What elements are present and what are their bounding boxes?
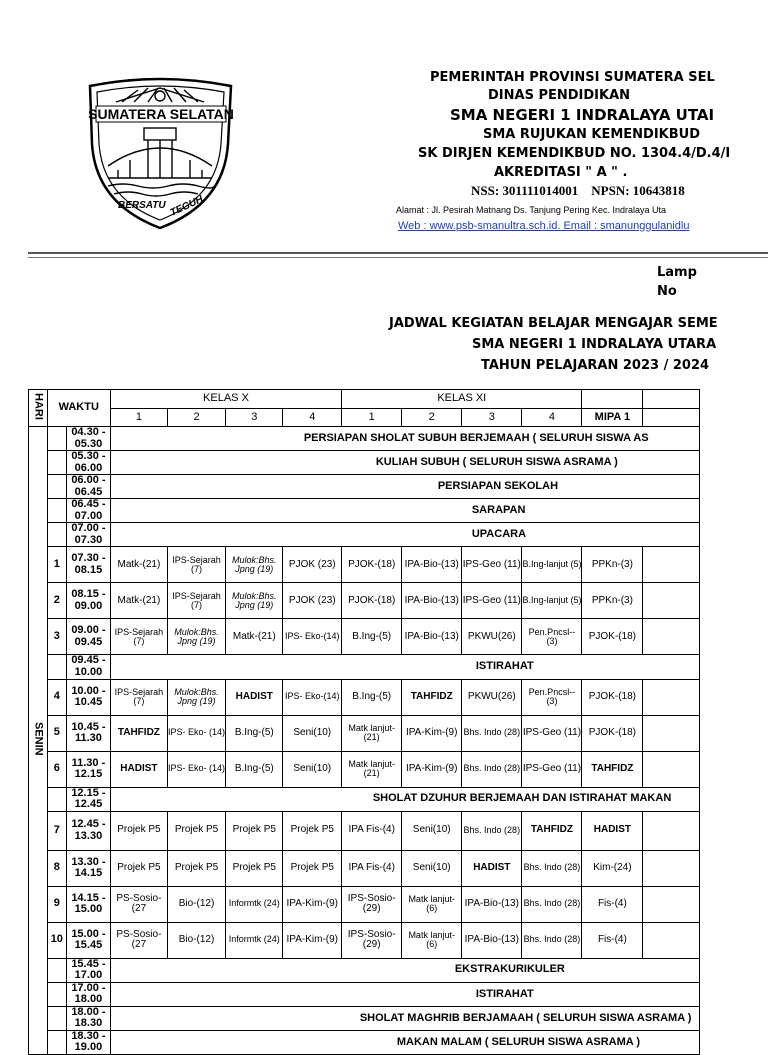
subject-cell: Kim-(24) (582, 850, 643, 886)
subject-cell: IPS-Geo (11) (462, 583, 522, 619)
subject-cell: IPS-Sejarah (7) (167, 583, 225, 619)
subject-cell: IPA-Bio-(13) (462, 922, 522, 958)
activity-text: UPACARA (471, 528, 527, 541)
activity-label (110, 1006, 699, 1030)
time-slot: 06.00 - 06.45 (67, 475, 111, 499)
activity-label (110, 523, 699, 547)
activity-row (29, 982, 700, 1006)
header-rujukan: SMA RUJUKAN KEMENDIKBUD (483, 127, 700, 142)
period-number: 2 (47, 583, 66, 619)
period-number (47, 787, 66, 811)
subject-cell: PKWU(26) (462, 619, 522, 655)
activity-text: SHOLAT MAGHRIB BERJAMAAH ( SELURUH SISWA ASRAMA ) (359, 1011, 692, 1024)
activity-label (110, 1030, 699, 1054)
activity-text: SHOLAT DZUHUR BERJEMAAH DAN ISTIRAHAT MAKAN (372, 792, 672, 805)
subject-cell: IPS-Geo (11) (462, 547, 522, 583)
subject-cell: Projek P5 (226, 850, 283, 886)
lesson-row (29, 922, 700, 958)
subject-cell: PJOK-(18) (582, 679, 643, 715)
kelas-xi-header: KELAS XI (342, 390, 582, 409)
subject-cell: Matk lanjut- (21) (342, 751, 402, 787)
header-department: DINAS PENDIDIKAN (488, 88, 631, 103)
header-nss-npsn: NSS: 301111014001 NPSN: 10643818 (471, 183, 685, 198)
period-number (47, 1030, 66, 1054)
subject-cell: Bhs. Indo (28) (522, 922, 582, 958)
subject-cell: Bhs. Indo (28) (462, 811, 522, 850)
activity-text: SARAPAN (471, 504, 526, 517)
time-slot: 10.45 - 11.30 (67, 715, 111, 751)
header-school-name: SMA NEGERI 1 INDRALAYA UTAI (450, 106, 715, 124)
activity-text: PERSIAPAN SHOLAT SUBUH BERJEMAAH ( SELURUH SISWA AS (303, 431, 649, 444)
activity-label (110, 982, 699, 1006)
lesson-row (29, 886, 700, 922)
activity-label (110, 655, 699, 679)
activity-row (29, 655, 700, 679)
subject-cell: HADIST (582, 811, 643, 850)
hari-header: HARI (29, 390, 48, 427)
subject-cell: B.Ing-(5) (226, 715, 283, 751)
period-number: 5 (47, 715, 66, 751)
day-label: SENIN (32, 721, 45, 756)
lesson-row (29, 811, 700, 850)
period-number (47, 958, 66, 982)
subject-cell: Seni(10) (402, 811, 462, 850)
lesson-row (29, 547, 700, 583)
subject-cell: Informtk (24) (226, 886, 283, 922)
subject-cell: IPA-Kim-(9) (283, 922, 342, 958)
subject-cell: B.Ing-lanjut (5) (522, 547, 582, 583)
subject-cell: IPS-Sejarah (7) (110, 619, 167, 655)
nomor-label: No (657, 284, 677, 299)
time-slot: 07.30 - 08.15 (67, 547, 111, 583)
subject-cell-empty (643, 547, 700, 583)
activity-label (110, 475, 699, 499)
subject-cell: PS-Sosio-(27 (110, 886, 167, 922)
period-number (47, 655, 66, 679)
subject-cell: Mulok:Bhs. Jpng (19) (226, 547, 283, 583)
schedule-body (29, 427, 700, 1055)
subject-cell: Seni(10) (402, 850, 462, 886)
subject-cell: Projek P5 (283, 811, 342, 850)
subject-cell-empty (643, 679, 700, 715)
letterhead-divider (28, 252, 768, 254)
subject-cell: IPS-Sosio-(29) (342, 922, 402, 958)
subject-cell: Bio-(12) (167, 886, 225, 922)
period-number (47, 982, 66, 1006)
subject-cell: PJOK-(18) (342, 583, 402, 619)
day-label-cell (29, 427, 48, 1055)
col-x-1: 1 (110, 409, 167, 427)
period-number: 4 (47, 679, 66, 715)
activity-row (29, 523, 700, 547)
subject-cell: Informtk (24) (226, 922, 283, 958)
subject-cell: Seni(10) (283, 715, 342, 751)
activity-label (110, 427, 699, 451)
subject-cell-empty (643, 583, 700, 619)
activity-row (29, 475, 700, 499)
period-number (47, 1006, 66, 1030)
time-slot: 12.45 - 13.30 (67, 811, 111, 850)
subject-cell: PPKn-(3) (582, 547, 643, 583)
period-number (47, 499, 66, 523)
period-number: 7 (47, 811, 66, 850)
schedule-year: TAHUN PELAJARAN 2023 / 2024 (481, 358, 710, 373)
time-slot: 18.30 - 19.00 (67, 1030, 111, 1054)
period-number (47, 427, 66, 451)
time-slot: 14.15 - 15.00 (67, 886, 111, 922)
subject-cell: IPA-Bio-(13) (462, 886, 522, 922)
kelas-x-header: KELAS X (110, 390, 341, 409)
subject-cell: B.Ing-(5) (342, 619, 402, 655)
lesson-row (29, 679, 700, 715)
subject-cell: IPS- Eko-(14) (283, 619, 342, 655)
time-slot: 18.00 - 18.30 (67, 1006, 111, 1030)
subject-cell: IPA Fis-(4) (342, 811, 402, 850)
subject-cell: B.Ing-lanjut (5) (522, 583, 582, 619)
subject-cell-empty (643, 922, 700, 958)
subject-cell: TAHFIDZ (110, 715, 167, 751)
activity-label (110, 787, 699, 811)
schedule-table (28, 389, 700, 1055)
col-xi-3: 3 (462, 409, 522, 427)
activity-text: ISTIRAHAT (475, 660, 534, 673)
subject-cell-empty (643, 715, 700, 751)
period-number: 8 (47, 850, 66, 886)
activity-row (29, 1030, 700, 1054)
activity-row (29, 958, 700, 982)
col-x-2: 2 (167, 409, 225, 427)
header-blank-2 (643, 390, 700, 409)
subject-cell: IPA-Bio-(13) (402, 583, 462, 619)
subject-cell: IPS-Sejarah (7) (110, 679, 167, 715)
subject-cell: PS-Sosio-(27 (110, 922, 167, 958)
period-number (47, 475, 66, 499)
activity-label (110, 958, 699, 982)
subject-cell: Mulok:Bhs. Jpng (19) (167, 619, 225, 655)
period-number: 6 (47, 751, 66, 787)
time-slot: 09.00 - 09.45 (67, 619, 111, 655)
subject-cell: IPS-Geo (11) (522, 751, 582, 787)
col-blank (643, 409, 700, 427)
svg-text:BERSATU: BERSATU (118, 200, 166, 211)
header-sk-number: SK DIRJEN KEMENDIKBUD NO. 1304.4/D.4/I (418, 146, 731, 161)
subject-cell: IPA-Kim-(9) (402, 751, 462, 787)
subject-cell: Matk-(21) (110, 583, 167, 619)
period-number: 3 (47, 619, 66, 655)
lesson-row (29, 619, 700, 655)
time-slot: 05.30 - 06.00 (67, 451, 111, 475)
subject-cell: Projek P5 (110, 811, 167, 850)
time-slot: 07.00 - 07.30 (67, 523, 111, 547)
subject-cell: PKWU(26) (462, 679, 522, 715)
subject-cell: Matk-(21) (110, 547, 167, 583)
activity-text: PERSIAPAN SEKOLAH (437, 479, 559, 492)
subject-cell: B.Ing-(5) (342, 679, 402, 715)
col-x-3: 3 (226, 409, 283, 427)
subject-cell: IPA-Bio-(13) (402, 547, 462, 583)
subject-cell: Projek P5 (226, 811, 283, 850)
header-accreditation: AKREDITASI " A " . (494, 165, 628, 180)
subject-cell: Pen.Pncsl-- (3) (522, 619, 582, 655)
schedule-school: SMA NEGERI 1 INDRALAYA UTARA (472, 337, 717, 352)
schedule-table-container (28, 389, 700, 1054)
header-blank (582, 390, 643, 409)
period-number (47, 523, 66, 547)
subject-cell: Bhs. Indo (28) (462, 715, 522, 751)
col-x-4: 4 (283, 409, 342, 427)
sumatera-selatan-emblem (78, 74, 243, 232)
subject-cell: IPA-Kim-(9) (283, 886, 342, 922)
time-slot: 08.15 - 09.00 (67, 583, 111, 619)
period-number (47, 451, 66, 475)
col-xi-4: 4 (522, 409, 582, 427)
subject-cell: Matk-(21) (226, 619, 283, 655)
lampiran-label: Lamp (657, 265, 697, 280)
time-slot: 09.45 - 10.00 (67, 655, 111, 679)
subject-cell-empty (643, 751, 700, 787)
subject-cell: IPS-Sosio-(29) (342, 886, 402, 922)
subject-cell: Matk lanjut- (21) (342, 715, 402, 751)
subject-cell: Mulok:Bhs. Jpng (19) (226, 583, 283, 619)
subject-cell: IPA-Bio-(13) (402, 619, 462, 655)
subject-cell-empty (643, 811, 700, 850)
subject-cell: IPS-Sejarah (7) (167, 547, 225, 583)
subject-cell: Projek P5 (167, 850, 225, 886)
period-number: 9 (47, 886, 66, 922)
activity-text: EKSTRAKURIKULER (454, 963, 565, 976)
activity-text: ISTIRAHAT (475, 987, 534, 1000)
activity-row (29, 451, 700, 475)
subject-cell: Bhs. Indo (28) (522, 886, 582, 922)
subject-cell: HADIST (110, 751, 167, 787)
subject-cell: TAHFIDZ (402, 679, 462, 715)
subject-cell: IPA Fis-(4) (342, 850, 402, 886)
activity-row (29, 787, 700, 811)
period-number: 1 (47, 547, 66, 583)
subject-cell: HADIST (462, 850, 522, 886)
subject-cell: Fis-(4) (582, 922, 643, 958)
subject-cell: PJOK-(18) (342, 547, 402, 583)
subject-cell: Matk lanjut- (6) (402, 886, 462, 922)
subject-cell: HADIST (226, 679, 283, 715)
subject-cell: Bio-(12) (167, 922, 225, 958)
activity-label (110, 499, 699, 523)
subject-cell: PPKn-(3) (582, 583, 643, 619)
subject-cell: Bhs. Indo (28) (522, 850, 582, 886)
time-slot: 15.45 - 17.00 (67, 958, 111, 982)
activity-text: MAKAN MALAM ( SELURUH SISWA ASRAMA ) (396, 1035, 641, 1048)
subject-cell-empty (643, 850, 700, 886)
subject-cell: Mulok:Bhs. Jpng (19) (167, 679, 225, 715)
schedule-title: JADWAL KEGIATAN BELAJAR MENGAJAR SEME (389, 316, 718, 331)
subject-cell: Projek P5 (110, 850, 167, 886)
activity-label (110, 451, 699, 475)
activity-row (29, 427, 700, 451)
svg-text:SUMATERA SELATAN: SUMATERA SELATAN (88, 106, 234, 122)
time-slot: 13.30 - 14.15 (67, 850, 111, 886)
subject-cell: Fis-(4) (582, 886, 643, 922)
subject-cell: PJOK (23) (283, 583, 342, 619)
time-slot: 12.15 - 12.45 (67, 787, 111, 811)
subject-cell: IPS- Eko- (14) (167, 715, 225, 751)
svg-text:TEGUH: TEGUH (168, 193, 205, 219)
subject-cell: Seni(10) (283, 751, 342, 787)
subject-cell: IPS-Geo (11) (522, 715, 582, 751)
subject-cell: Pen.Pncsl-- (3) (522, 679, 582, 715)
subject-cell: IPS- Eko- (14) (167, 751, 225, 787)
activity-row (29, 499, 700, 523)
time-slot: 04.30 - 05.30 (67, 427, 111, 451)
lesson-row (29, 583, 700, 619)
header-government: PEMERINTAH PROVINSI SUMATERA SEL (430, 70, 715, 85)
subject-cell-empty (643, 886, 700, 922)
subject-cell-empty (643, 619, 700, 655)
col-xi-2: 2 (402, 409, 462, 427)
lesson-row (29, 715, 700, 751)
subject-cell: IPS- Eko-(14) (283, 679, 342, 715)
subject-cell: TAHFIDZ (582, 751, 643, 787)
header-address: Alamat : Jl. Pesirah Matnang Ds. Tanjung Pering Kec. Indralaya Uta (396, 205, 666, 215)
time-slot: 06.45 - 07.00 (67, 499, 111, 523)
time-slot: 17.00 - 18.00 (67, 982, 111, 1006)
header-web-link[interactable]: Web : www.psb-smanultra.sch.id. Email : smanunggulanidlu (398, 220, 690, 232)
subject-cell: Projek P5 (283, 850, 342, 886)
subject-cell: PJOK-(18) (582, 619, 643, 655)
time-slot: 15.00 - 15.45 (67, 922, 111, 958)
subject-cell: PJOK (23) (283, 547, 342, 583)
col-xi-1: 1 (342, 409, 402, 427)
subject-cell: Projek P5 (167, 811, 225, 850)
time-slot: 10.00 - 10.45 (67, 679, 111, 715)
letterhead-divider-thin (28, 257, 768, 258)
lesson-row (29, 751, 700, 787)
subject-cell: PJOK-(18) (582, 715, 643, 751)
subject-cell: TAHFIDZ (522, 811, 582, 850)
subject-cell: Matk lanjut- (6) (402, 922, 462, 958)
subject-cell: B.Ing-(5) (226, 751, 283, 787)
time-slot: 11.30 - 12.15 (67, 751, 111, 787)
col-mipa-1: MIPA 1 (582, 409, 643, 427)
subject-cell: IPA-Kim-(9) (402, 715, 462, 751)
waktu-header: WAKTU (47, 390, 110, 427)
activity-row (29, 1006, 700, 1030)
subject-cell: Bhs. Indo (28) (462, 751, 522, 787)
lesson-row (29, 850, 700, 886)
period-number: 10 (47, 922, 66, 958)
activity-text: KULIAH SUBUH ( SELURUH SISWA ASRAMA ) (375, 455, 618, 468)
